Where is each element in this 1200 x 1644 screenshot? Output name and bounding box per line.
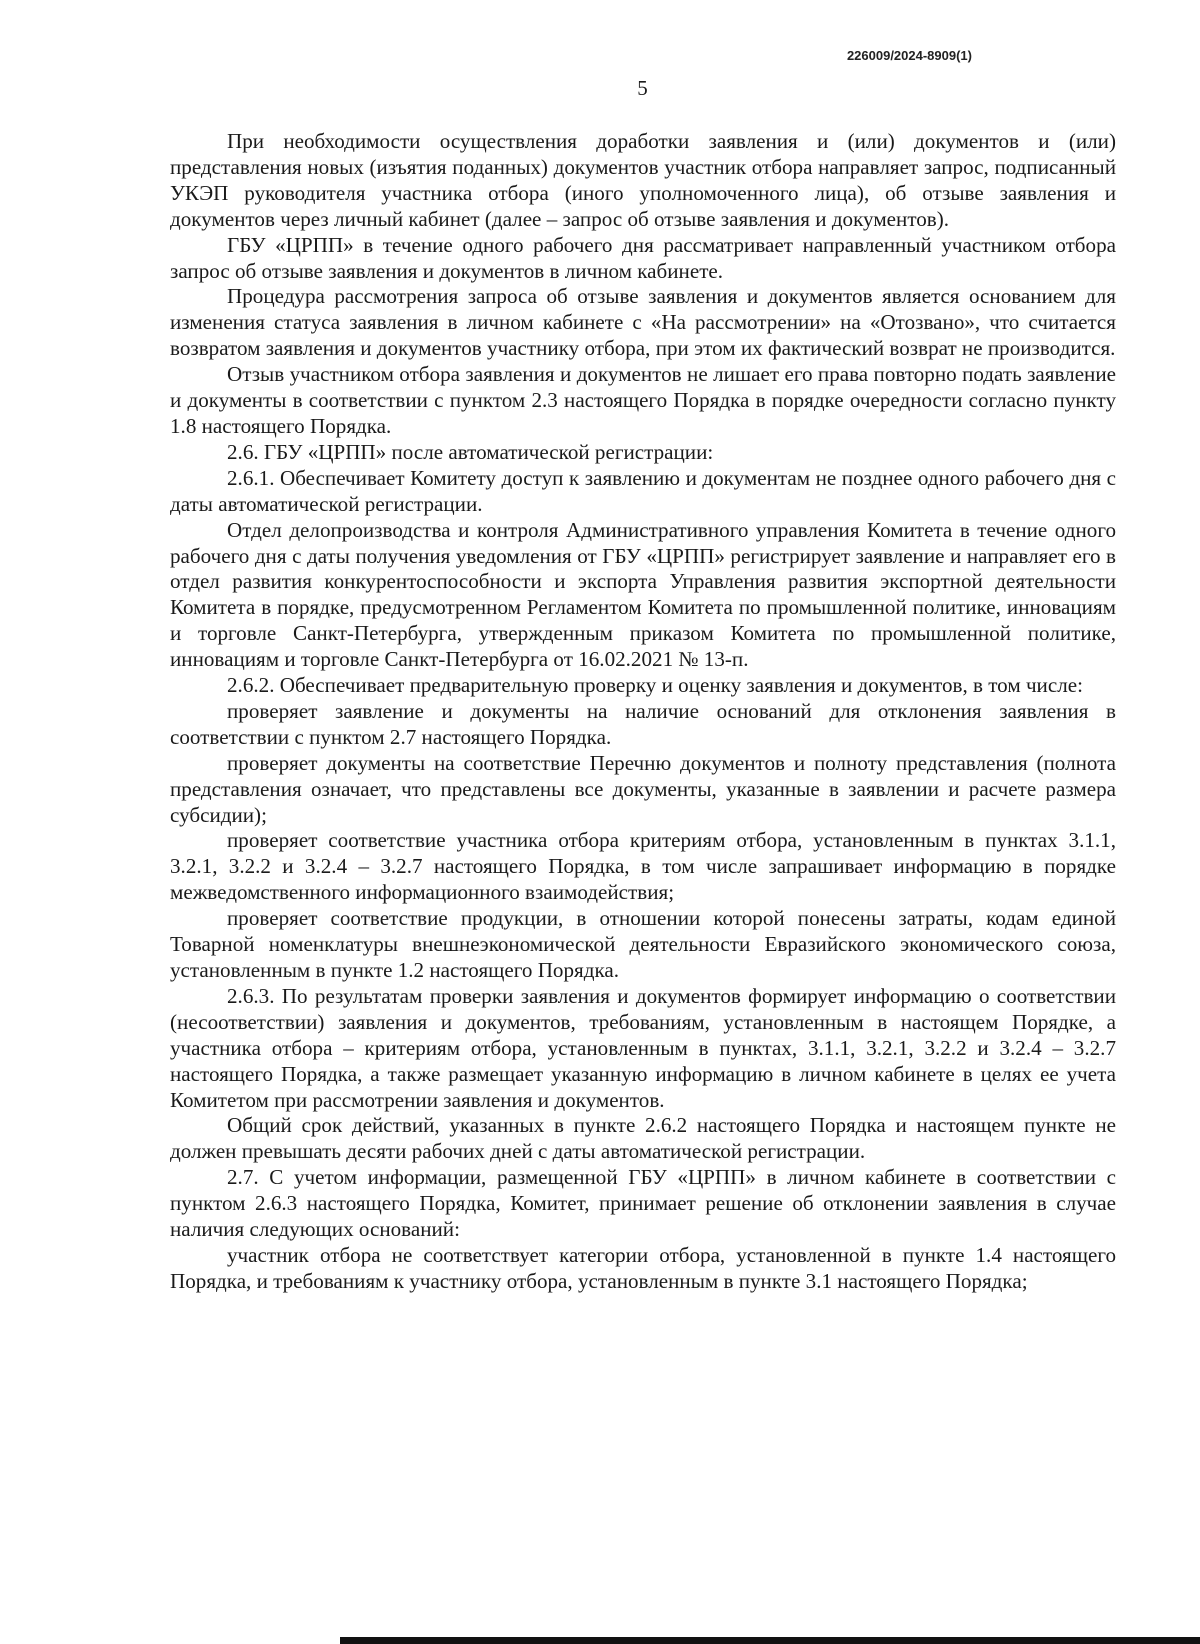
page-number: 5 bbox=[637, 76, 648, 100]
paragraph: 2.7. С учетом информации, размещенной ГБУ «ЦРПП» в личном кабинете в соответствии с пунктом 2.6.3 настоящего Порядка, Комитет, принимает решение об отклонении заявления в случае наличия следующих оснований: bbox=[170, 1165, 1116, 1242]
paragraph: Процедура рассмотрения запроса об отзыве заявления и документов является основанием для изменения статуса заявления в личном кабинете с «На рассмотрении» на «Отозвано», что считается возвратом заявления и документов участнику отбора, при этом их фактический возврат не производится. bbox=[170, 284, 1116, 361]
document-registration-number: 226009/2024-8909(1) bbox=[846, 48, 972, 63]
paragraph: 2.6.3. По результатам проверки заявления и документов формирует информацию о соответствии (несоответствии) заявления и документов, требованиям, установленным в настоящем Порядке, а участника отбора – критериям отбора, установленным в пунктах, 3.1.1, 3.2.1, 3.2.2 и 3.2.4 – 3.2.7 настоящего Порядка, а также размещает указанную информацию в личном кабинете в целях ее учета Комитетом при рассмотрении заявления и документов. bbox=[170, 983, 1116, 1112]
section-heading: 2.6. ГБУ «ЦРПП» после автоматической регистрации: bbox=[227, 439, 714, 464]
paragraph: При необходимости осуществления доработки заявления и (или) документов и (или) представления новых (изъятия поданных) документов участник отбора направляет запрос, подписанный УКЭП руководителя участника отбора (иного уполномоченного лица), об отзыве заявления и документов через личный кабинет (далее – запрос об отзыве заявления и документов). bbox=[170, 129, 1116, 231]
paragraph: проверяет заявление и документы на наличие оснований для отклонения заявления в соответствии с пунктом 2.7 настоящего Порядка. bbox=[170, 698, 1116, 749]
paragraph: ГБУ «ЦРПП» в течение одного рабочего дня рассматривает направленный участником отбора запрос об отзыве заявления и документов в личном кабинете. bbox=[170, 232, 1116, 283]
paragraph: 2.6.2. Обеспечивает предварительную проверку и оценку заявления и документов, в том числе: bbox=[227, 673, 1083, 698]
scan-edge-line bbox=[340, 1637, 1200, 1644]
paragraph: проверяет соответствие продукции, в отношении которой понесены затраты, кодам единой Товарной номенклатуры внешнеэкономической деятельности Евразийского экономического союза, установленным в пункте 1.2 настоящего Порядка. bbox=[170, 906, 1116, 982]
document-body bbox=[170, 129, 1116, 1295]
paragraph: участник отбора не соответствует категории отбора, установленной в пункте 1.4 настоящего Порядка, и требованиям к участнику отбора, установленным в пункте 3.1 настоящего Порядка; bbox=[170, 1242, 1116, 1293]
paragraph: Общий срок действий, указанных в пункте 2.6.2 настоящего Порядка и настоящем пункте не должен превышать десяти рабочих дней с даты автоматической регистрации. bbox=[170, 1113, 1116, 1164]
paragraph: Отзыв участником отбора заявления и документов не лишает его права повторно подать заявление и документы в соответствии с пунктом 2.3 настоящего Порядка в порядке очередности согласно пункту 1.8 настоящего Порядка. bbox=[170, 362, 1116, 438]
paragraph: Отдел делопроизводства и контроля Административного управления Комитета в течение одного рабочего дня с даты получения уведомления от ГБУ «ЦРПП» регистрирует заявление и направляет его в отдел развития конкурентоспособности и экспорта Управления развития экспортной деятельности Комитета в порядке, предусмотренном Регламентом Комитета по промышленной политике, инновациям и торговле Санкт-Петербурга, утвержденным приказом Комитета по промышленной политике, инновациям и торговле Санкт-Петербурга от 16.02.2021 № 13-п. bbox=[170, 517, 1116, 672]
paragraph: проверяет документы на соответствие Перечню документов и полноту представления (полнота представления означает, что представлены все документы, указанные в заявлении и расчете размера субсидии); bbox=[170, 750, 1116, 827]
paragraph: 2.6.1. Обеспечивает Комитету доступ к заявлению и документам не позднее одного рабочего дня с даты автоматической регистрации. bbox=[170, 465, 1116, 516]
paragraph: проверяет соответствие участника отбора критериям отбора, установленным в пунктах 3.1.1, 3.2.1, 3.2.2 и 3.2.4 – 3.2.7 настоящего Порядка, в том числе запрашивает информацию в порядке межведомственного информационного взаимодействия; bbox=[170, 828, 1116, 905]
